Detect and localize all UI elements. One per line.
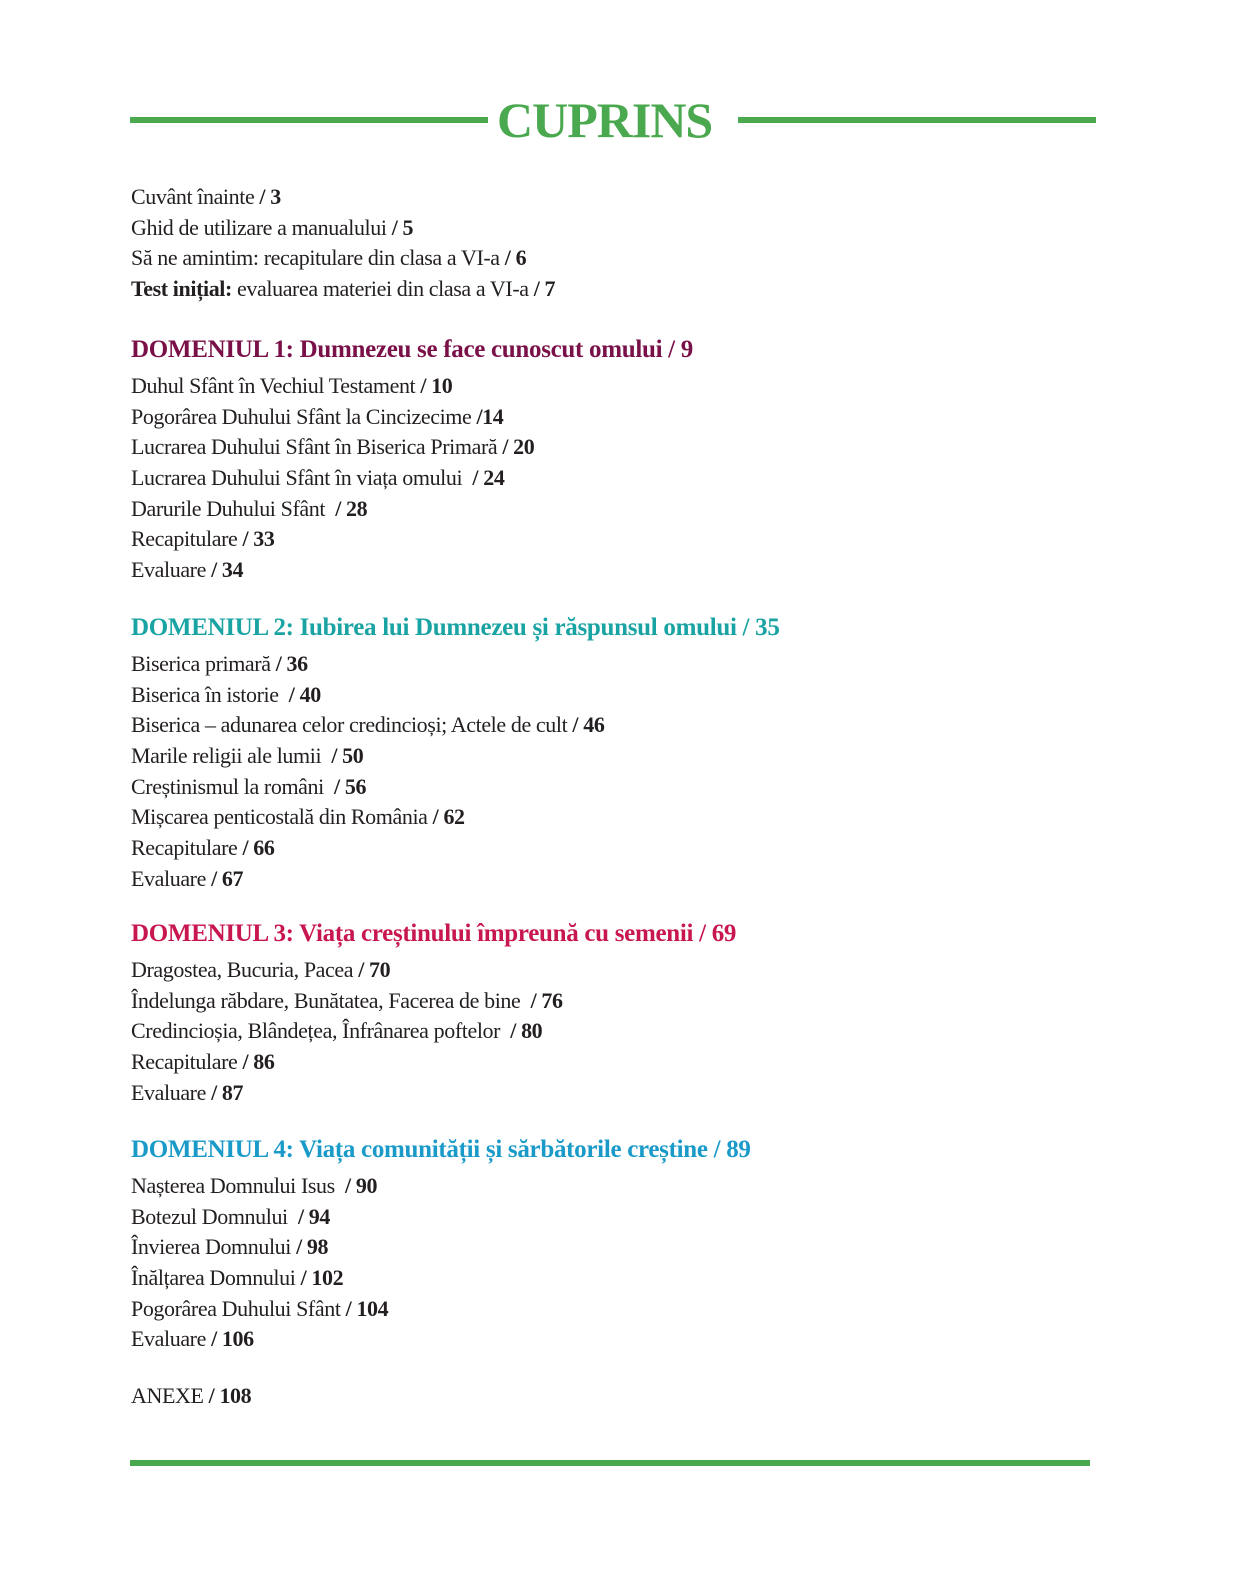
entry-title: Credincioșia, Blândețea, Înfrânarea poftelor: [131, 1018, 511, 1044]
toc-entry: [131, 1047, 736, 1078]
toc-entry: [131, 955, 736, 986]
entry-page: / 87: [211, 1079, 244, 1105]
entry-page: / 98: [296, 1234, 329, 1260]
toc-entry: [131, 710, 780, 741]
entry-title: Botezul Domnului: [131, 1203, 298, 1229]
toc-entry: [131, 182, 555, 213]
domain-2-section: [131, 611, 780, 895]
toc-entry: [131, 772, 780, 803]
entry-title: Recapitulare: [131, 526, 243, 552]
title-rule-right: [738, 117, 1096, 123]
toc-entry: [131, 243, 555, 274]
entry-title: Pogorârea Duhului Sfânt la Cincizecime: [131, 403, 477, 429]
toc-entry: [131, 274, 555, 305]
toc-entry: [131, 1263, 751, 1294]
entry-title: Ghid de utilizare a manualului: [131, 214, 392, 240]
toc-entry: [131, 524, 693, 555]
toc-entry: [131, 741, 780, 772]
entry-title: Pogorârea Duhului Sfânt: [131, 1295, 346, 1321]
toc-entry: [131, 802, 780, 833]
entry-page: / 10: [420, 373, 453, 398]
entry-title: Recapitulare: [131, 835, 243, 861]
entry-page: / 46: [572, 712, 605, 738]
entry-page: / 5: [391, 214, 414, 240]
entry-page: / 3: [259, 184, 281, 209]
toc-entry: [131, 1294, 751, 1325]
toc-entry: [131, 833, 780, 864]
domain-3-section: [131, 917, 736, 1108]
entry-page: / 70: [358, 957, 391, 982]
entry-page: / 90: [345, 1173, 378, 1198]
title-rule-left: [130, 117, 488, 123]
entry-title: Să ne amintim: recapitulare din clasa a VI-a: [131, 245, 505, 271]
entry-title: evaluarea materiei din clasa a VI-a: [231, 276, 534, 302]
toc-entry: [131, 432, 693, 463]
entry-page: / 36: [275, 651, 308, 676]
toc-entry: [131, 1016, 736, 1047]
entry-title: Duhul Sfânt în Vechiul Testament: [131, 373, 421, 398]
toc-entry: [131, 649, 780, 680]
entry-title: Biserica în istorie: [131, 681, 289, 707]
entry-page: / 20: [502, 434, 535, 460]
entry-page: / 104: [345, 1295, 389, 1321]
toc-entry: [131, 864, 780, 895]
entry-title: Învierea Domnului: [131, 1234, 297, 1260]
page-title: CUPRINS: [497, 92, 713, 148]
entry-title: Evaluare: [131, 865, 212, 891]
entry-title: Biserica – adunarea celor credincioși; Actele de cult: [131, 712, 573, 738]
entry-title: Mișcarea penticostală din România: [131, 804, 433, 830]
entry-page: /14: [476, 403, 504, 429]
entry-title: Evaluare: [131, 1326, 212, 1352]
entry-title: Cuvânt înainte: [131, 184, 260, 209]
toc-entry: [131, 1078, 736, 1109]
domain-heading: DOMENIUL 4: Viața comunității și sărbătorile creștine / 89: [131, 1136, 751, 1163]
entry-page: / 24: [472, 465, 505, 491]
entry-page: / 108: [208, 1383, 252, 1408]
entry-title: Înălțarea Domnului: [131, 1265, 301, 1291]
toc-entry: [131, 1202, 751, 1233]
toc-entry: [131, 555, 693, 586]
domain-1-section: [131, 333, 693, 586]
entry-page: / 106: [211, 1326, 254, 1352]
annex-section: [131, 1381, 251, 1412]
entry-bold-label: Test inițial:: [131, 276, 232, 302]
toc-entry: [131, 986, 736, 1017]
entry-title: Dragostea, Bucuria, Pacea: [131, 957, 359, 982]
toc-entry: [131, 494, 693, 525]
entry-page: / 67: [211, 865, 244, 891]
entry-page: / 62: [432, 804, 465, 830]
toc-entry: [131, 371, 693, 402]
entry-title: Lucrarea Duhului Sfânt în viața omului: [131, 465, 473, 491]
entry-page: / 6: [504, 245, 527, 271]
entry-page: / 80: [510, 1018, 543, 1044]
domain-heading: DOMENIUL 3: Viața creștinului împreună cu semenii / 69: [131, 920, 737, 947]
entry-title: Biserica primară: [131, 651, 276, 676]
entry-page: / 94: [297, 1203, 330, 1229]
entry-title: Îndelunga răbdare, Bunătatea, Facerea de bine: [131, 987, 531, 1013]
entry-page: / 33: [242, 526, 275, 552]
domain-heading: DOMENIUL 1: Dumnezeu se face cunoscut omului / 9: [131, 336, 693, 363]
entry-page: / 28: [335, 495, 368, 521]
domain-4-section: [131, 1133, 751, 1355]
entry-title: Lucrarea Duhului Sfânt în Biserica Primară: [131, 434, 503, 460]
toc-entry: [131, 1232, 751, 1263]
entry-page: / 76: [530, 987, 563, 1013]
toc-entry: [131, 1324, 751, 1355]
entry-page: / 50: [331, 743, 364, 769]
entry-title: Recapitulare: [131, 1049, 243, 1075]
entry-title: Marile religii ale lumii: [131, 743, 332, 769]
entry-title: Evaluare: [131, 1079, 212, 1105]
entry-title: Creștinismul la români: [131, 773, 335, 799]
entry-title: ANEXE: [131, 1383, 209, 1408]
bottom-rule: [130, 1460, 1090, 1466]
entry-page: / 86: [242, 1049, 275, 1075]
entry-page: / 34: [211, 557, 244, 583]
entry-title: Nașterea Domnului Isus: [131, 1173, 346, 1198]
entry-page: / 7: [533, 276, 556, 302]
toc-entry: [131, 680, 780, 711]
entry-page: / 102: [300, 1265, 344, 1291]
entry-page: / 56: [334, 773, 367, 799]
toc-entry: [131, 213, 555, 244]
intro-section: [131, 182, 555, 305]
entry-title: Evaluare: [131, 557, 212, 583]
toc-entry: [131, 402, 693, 433]
entry-title: Darurile Duhului Sfânt: [131, 495, 336, 521]
toc-entry: [131, 463, 693, 494]
toc-entry: [131, 1171, 751, 1202]
toc-entry: [131, 1381, 251, 1412]
entry-page: / 40: [288, 681, 321, 707]
domain-heading: DOMENIUL 2: Iubirea lui Dumnezeu și răspunsul omului / 35: [131, 614, 780, 641]
entry-page: / 66: [242, 835, 275, 861]
